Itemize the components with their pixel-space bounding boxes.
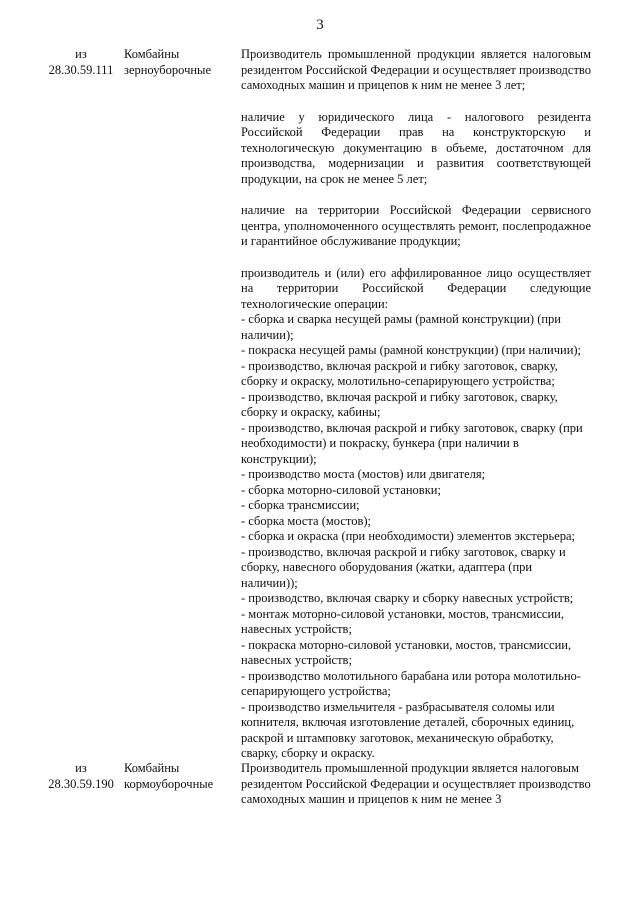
product-name-line1: Комбайны — [124, 761, 180, 775]
code-value: 28.30.59.190 — [48, 776, 114, 791]
list-item: - производство, включая раскрой и гибку заготовок, сварку и сборку, навесного оборудования (жатки, адаптера (при наличии)); — [241, 544, 566, 590]
list-item: - производство моста (мостов) или двигателя; — [241, 467, 486, 481]
okpd-code-cell — [40, 47, 122, 78]
list-item: - монтаж моторно-силовой установки, мостов, трансмиссии, навесных устройств; — [241, 606, 564, 636]
okpd-code-cell — [40, 761, 122, 792]
product-name-line1: Комбайны — [124, 47, 180, 61]
requirement-paragraph: производитель и (или) его аффилированное лицо осуществляет на территории Российской Федерации следующие технологические операции: — [241, 265, 591, 311]
code-prefix: из — [75, 47, 87, 61]
list-item: - производство молотильного барабана или ротора молотильно-сепарирующего устройства; — [241, 668, 581, 698]
product-name-cell — [124, 47, 234, 78]
product-name-line2: зерноуборочные — [124, 62, 211, 77]
requirements-cell — [241, 47, 591, 762]
list-item: - покраска моторно-силовой установки, мостов, трансмиссии, навесных устройств; — [241, 637, 572, 667]
list-item: - покраска несущей рамы (рамной конструкции) (при наличии); — [241, 343, 582, 357]
requirements-cell — [241, 761, 591, 808]
product-name-cell — [124, 761, 234, 792]
requirement-paragraph: Производитель промышленной продукции является налоговым резидентом Российской Федерации и осуществляет производство самоходных машин и прицепов к ним не менее 3 — [241, 761, 591, 806]
product-name-line2: кормоуборочные — [124, 776, 214, 791]
list-item: - производство, включая сварку и сборку навесных устройств; — [241, 591, 574, 605]
list-item: - сборка моторно-силовой установки; — [241, 482, 441, 497]
list-item: - производство измельчителя - разбрасывателя соломы или копнителя, включая изготовление деталей, сборочных единиц, раскрой и штамповку заготовок, механическую обработку, сварку, сборку и окраску. — [241, 699, 575, 760]
requirement-paragraph: наличие на территории Российской Федерации сервисного центра, уполномоченного осуществлять ремонт, послепродажное и гарантийное обслуживание продукции; — [241, 203, 591, 248]
operations-list — [241, 312, 591, 762]
requirement-paragraph: Производитель промышленной продукции является налоговым резидентом Российской Федерации и осуществляет производство самоходных машин и прицепов к ним не менее 3 лет; — [241, 47, 591, 92]
code-prefix: из — [75, 761, 87, 775]
code-value: 28.30.59.111 — [48, 62, 114, 77]
list-item: - производство, включая раскрой и гибку заготовок, сварку (при необходимости) и покраску, бункера (при наличии в конструкции); — [241, 420, 583, 466]
list-item: - сборка и окраска (при необходимости) элементов экстерьера; — [241, 529, 576, 543]
requirement-paragraph: наличие у юридического лица - налогового резидента Российской Федерации прав на конструкторскую и технологическую документацию в объеме, достаточном для производства, модернизации и развития соответствующей продукции, на срок не менее 5 лет; — [241, 109, 591, 186]
list-item: - производство, включая раскрой и гибку заготовок, сварку, сборку и окраску, кабины; — [241, 389, 558, 419]
list-item: - сборка трансмиссии; — [241, 498, 360, 512]
list-item: - производство, включая раскрой и гибку заготовок, сварку, сборку и окраску, молотильно-сепарирующего устройства; — [241, 358, 558, 388]
list-item: - сборка и сварка несущей рамы (рамной конструкции) (при наличии); — [241, 312, 561, 342]
list-item: - сборка моста (мостов); — [241, 513, 371, 528]
page-number: 3 — [316, 17, 324, 33]
